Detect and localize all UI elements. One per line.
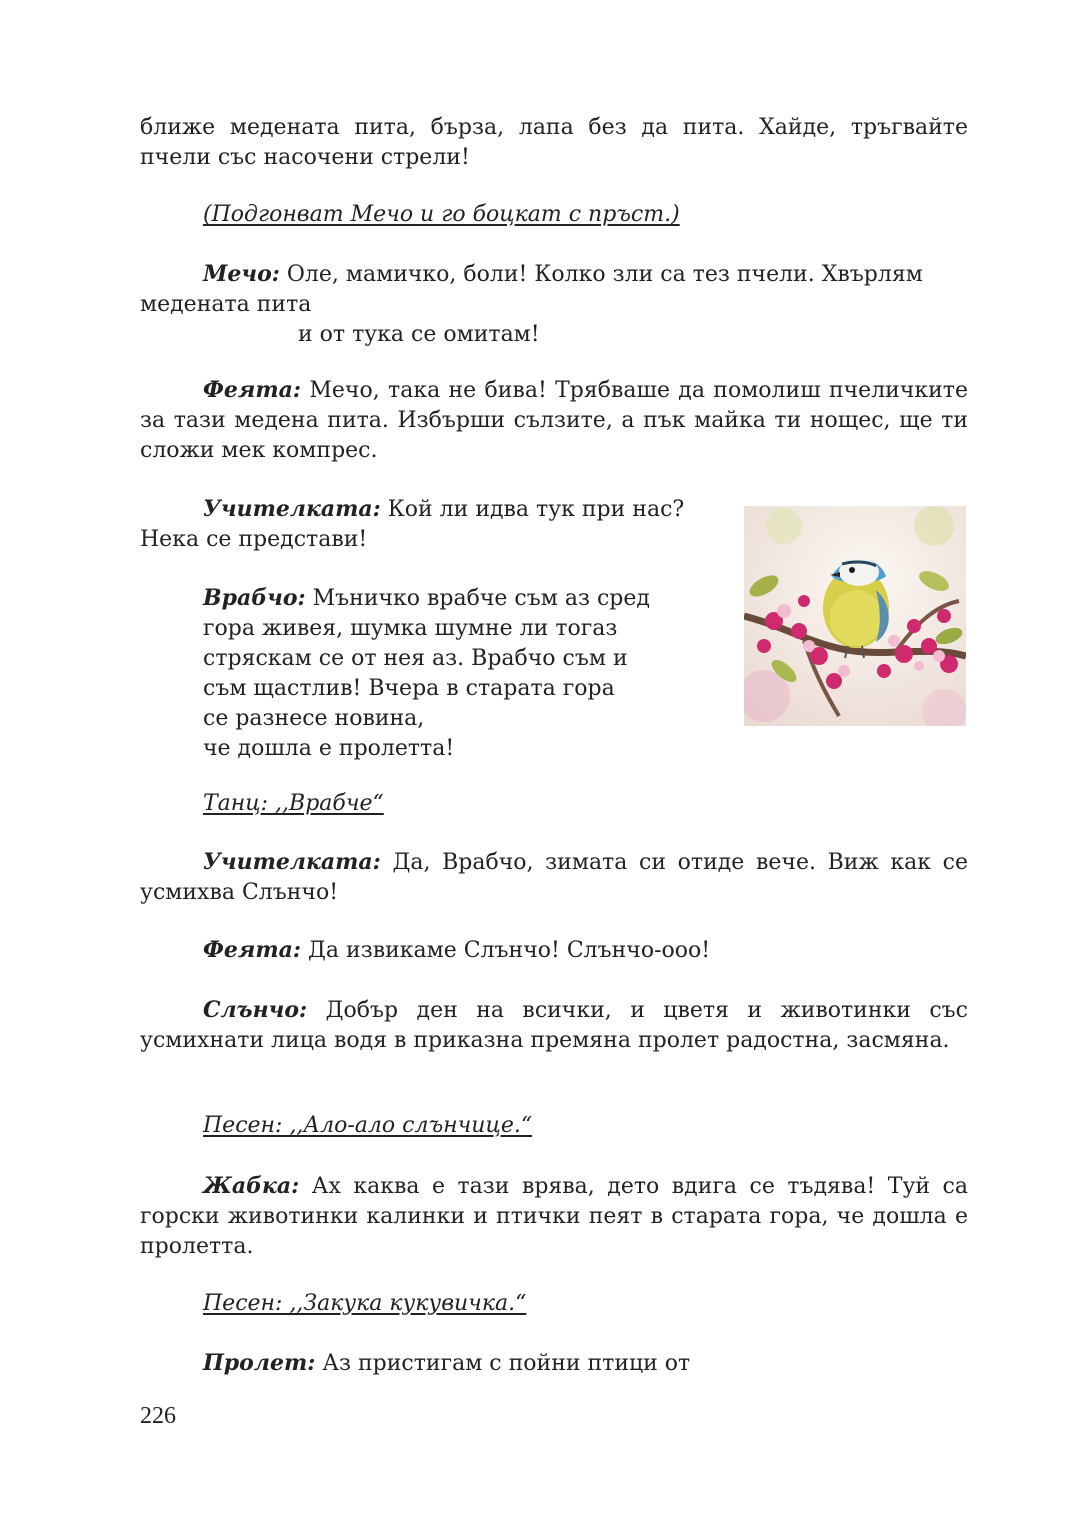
stage-direction-1: (Подгонват Мечо и го боцкат с пръст.)	[203, 202, 680, 227]
mecho-line-3: и от тука се омитам!	[298, 322, 540, 347]
speaker-mecho: Мечо:	[203, 261, 280, 287]
speaker-zhabka: Жабка:	[203, 1173, 300, 1199]
stage-direction-4: Песен: ,,Закука кукувичка.“	[203, 1291, 527, 1316]
mecho-line-2: медената пита	[140, 292, 312, 317]
dialogue-mecho	[140, 259, 968, 350]
mecho-line-1: Мечо: Оле, мамичко, боли! Колко зли са тез пчели. Хвърлям	[203, 261, 923, 287]
speaker-feyata-2: Феята:	[203, 937, 302, 963]
dialogue-feyata-2: Феята: Да извикаме Слънчо! Слънчо-ооо!	[203, 937, 711, 963]
dialogue-vrabcho	[140, 583, 700, 764]
paragraph-intro: ближе медената пита, бърза, лапа без да пита. Хайде, тръгвайте пчели със насочени стрели!	[140, 115, 968, 170]
vrabcho-line-4: съм щастлив! Вчера в старата гора	[203, 676, 615, 701]
dialogue-slancho: Слънчо: Добър ден на всички, и цветя и животинки със усмихнати лица водя в приказна премяна пролет радостна, засмяна.	[140, 997, 968, 1053]
stage-direction-2: Танц: ,,Врабче“	[203, 791, 384, 816]
speaker-uchitelkata: Учителката:	[203, 496, 381, 522]
dialogue-uchitelkata-1	[140, 494, 760, 555]
dialogue-zhabka: Жабка: Ах каква е тази врява, дето вдига се тъдява! Туй са горски животинки калинки и птички пеят в старата гора, че дошла е пролетта.	[140, 1173, 968, 1259]
vrabcho-line-1: Врабчо: Мъничко врабче съм аз сред	[203, 585, 650, 611]
speaker-feyata: Феята:	[203, 377, 302, 403]
page-number: 226	[140, 1403, 176, 1429]
vrabcho-line-2: гора живея, шумка шумне ли тогаз	[203, 616, 618, 641]
dialogue-prolet: Пролет: Аз пристигам с пойни птици от	[203, 1350, 691, 1376]
vrabcho-line-6: че дошла е пролетта!	[203, 736, 455, 761]
speaker-prolet: Пролет:	[203, 1350, 316, 1376]
speaker-vrabcho: Врабчо:	[203, 585, 306, 611]
speaker-slancho: Слънчо:	[203, 997, 308, 1023]
bird-photo	[744, 506, 966, 726]
dialogue-uchitelkata-2: Учителката: Да, Врабчо, зимата си отиде вече. Виж как се усмихва Слънчо!	[140, 849, 968, 905]
dialogue-feyata-1: Феята: Мечо, така не бива! Трябваше да помолиш пчеличките за тази медена пита. Избърши сълзите, а пък майка ти нощес, ще ти сложи мек компрес.	[140, 377, 968, 463]
uchitelkata-line-1: Учителката: Кой ли идва тук при нас?	[203, 496, 685, 522]
vrabcho-line-3: стряскам се от нея аз. Врабчо съм и	[203, 646, 628, 671]
uchitelkata-line-2: Нека се представи!	[140, 527, 368, 552]
vrabcho-line-5: се разнесе новина,	[203, 706, 425, 731]
speaker-uchitelkata-2: Учителката:	[203, 849, 381, 875]
stage-direction-3: Песен: ,,Ало-ало слънчице.“	[203, 1113, 533, 1138]
blue-tit-bird-on-blossom-branch-icon	[744, 506, 966, 726]
